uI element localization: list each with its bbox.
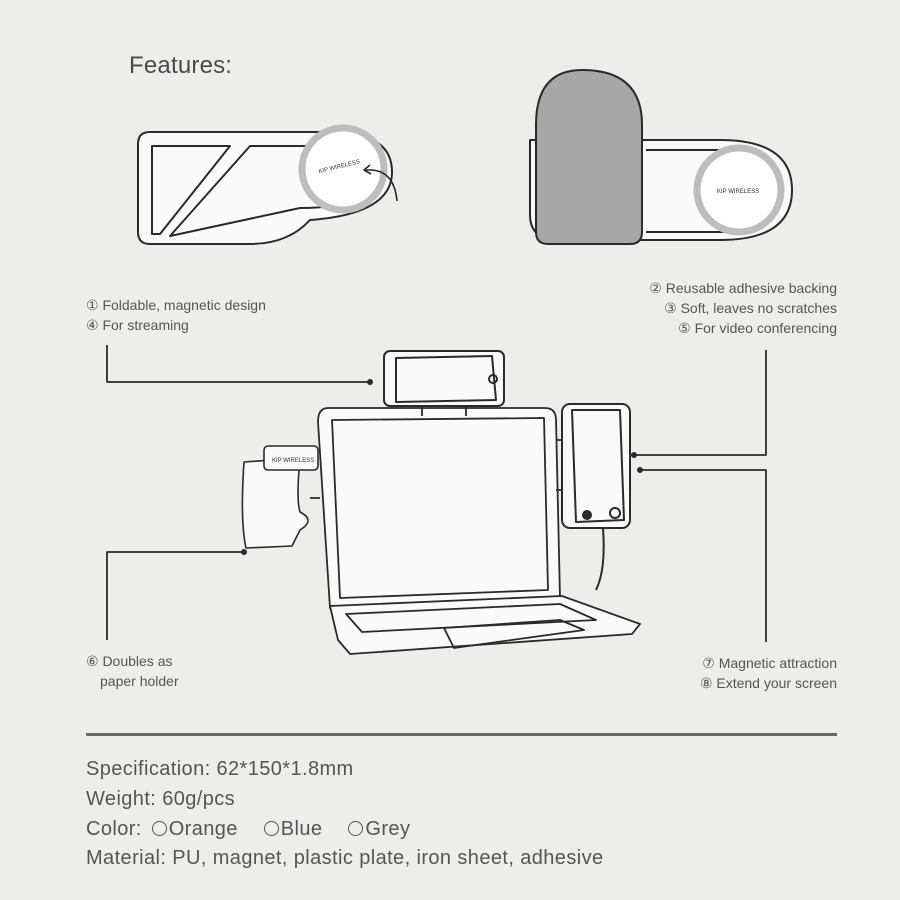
note-item: ② Reusable adhesive backing: [649, 280, 837, 296]
note-item: ① Foldable, magnetic design: [86, 297, 266, 313]
note-item: ⑥ Doubles as: [86, 653, 173, 669]
note-item: ⑤ For video conferencing: [678, 320, 837, 336]
note-bottom-left: [86, 651, 179, 691]
spec-color: [86, 818, 426, 841]
radio-circle-icon: [152, 821, 167, 836]
phone-top-drawing: [384, 351, 504, 406]
note-bottom-right: [700, 653, 837, 693]
color-option-blue[interactable]: Blue: [260, 818, 323, 840]
ring-label-right: KIP WIRELESS: [717, 189, 760, 195]
note-item: ④ For streaming: [86, 317, 189, 333]
note-item: ⑦ Magnetic attraction: [702, 655, 837, 671]
radio-circle-icon: [348, 821, 363, 836]
spec-dimensions: Specification: 62*150*1.8mm: [86, 758, 354, 780]
radio-circle-icon: [264, 821, 279, 836]
color-option-orange[interactable]: Orange: [148, 818, 238, 840]
phone-side-drawing: [562, 404, 630, 590]
spec-weight: Weight: 60g/pcs: [86, 788, 236, 810]
note-item: ⑧ Extend your screen: [699, 675, 837, 691]
note-item: paper holder: [100, 673, 179, 689]
note-item: ③ Soft, leaves no scratches: [664, 300, 837, 316]
paper-holder-label: KIP WIRELESS: [272, 458, 315, 464]
page-title: Features:: [129, 52, 233, 79]
ring-label-left: KIP WIRELESS: [318, 159, 361, 176]
spec-material: Material: PU, magnet, plastic plate, iron sheet, adhesive: [86, 847, 604, 869]
section-divider: [86, 733, 837, 736]
color-option-grey[interactable]: Grey: [344, 818, 410, 840]
note-top-left: [86, 295, 266, 335]
note-top-right: [649, 278, 837, 338]
spec-color-label: Color:: [86, 818, 148, 840]
